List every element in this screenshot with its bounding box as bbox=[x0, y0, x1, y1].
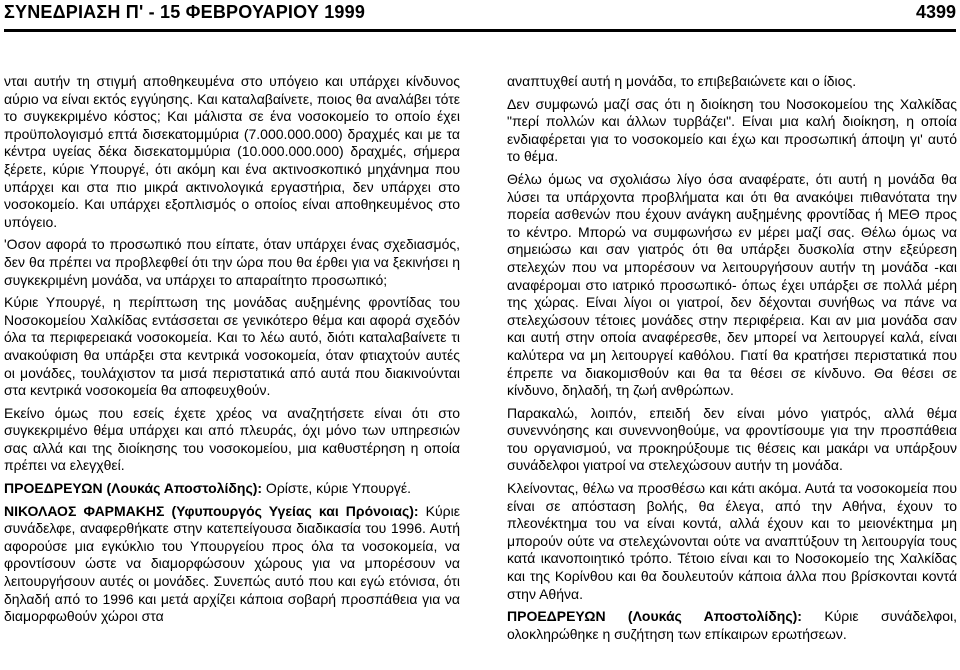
speaker-name: ΝΙΚΟΛΑΟΣ ΦΑΡΜΑΚΗΣ (Υφυπουργός Υγείας και Πρόνοιας): bbox=[4, 502, 419, 519]
page-number: 4399 bbox=[915, 2, 956, 22]
speaker-name: ΠΡΟΕΔΡΕΥΩΝ (Λουκάς Αποστολίδης): bbox=[507, 608, 802, 625]
paragraph: Κύριε Υπουργέ, η περίπτωση της μονάδας αυξημένης φροντίδας του Νοσοκομείου Χαλκίδας εντάσσεται σε γενικότερο θέμα και αφορά σχεδόν όλα τα περιφερειακά νοσοκομεία. Και το λέω αυτό, διότι καταλαβαίνετε τι ανακούφιση θα υπάρξει στα κεντρικά νοσοκομεία, όταν φτιαχτούν αυτές οι μονάδες, τουλάχιστον τα μισά περιστατικά από αυτά που διακινούνται στα κεντρικά νοσοκομεία θα αποφευχθούν. bbox=[4, 294, 460, 399]
paragraph: 'Οσον αφορά το προσωπικό που είπατε, όταν υπάρχει ένας σχεδιασμός, δεν θα πρέπει να προβλεφθεί ότι την ώρα που θα έρθει για να ξεκινήσει η συγκεκριμένη μονάδα, να υπάρχει το απαραίτητο προσωπικό; bbox=[4, 236, 460, 288]
speech-text: Ορίστε, κύριε Υπουργέ. bbox=[262, 480, 412, 497]
speaker-name: ΠΡΟΕΔΡΕΥΩΝ (Λουκάς Αποστολίδης): bbox=[4, 480, 263, 497]
right-column bbox=[507, 73, 957, 648]
paragraph: αναπτυχθεί αυτή η μονάδα, το επιβεβαιώνετε και ο ίδιος. bbox=[507, 73, 857, 89]
speech-text: Κύριε συνάδελφε, αναφερθήκατε στην κατεπείγουσα διαδικασία του 1996. Αυτή αφορούσε μια εγκύκλιο του Υπουργείου προς όλα τα νοσοκομεία, να φροντίσουν ώστε να διαμορφώσουν χώρους για να μπορέσουν να λειτουργήσουν αυτές οι μονάδες. Συνεπώς αυτό που και εγώ ετόνισα, ότι δηλαδή από το 1996 και μετά αρχίζει κάποια σοβαρή προσπάθεια για να διαμορφωθούν χώροι στα bbox=[4, 502, 460, 625]
header-divider bbox=[4, 29, 956, 32]
speaker-paragraph bbox=[4, 503, 460, 626]
speech-text: Κύριε συνάδελφοι, ολοκληρώθηκε η συζήτηση των επίκαιρων ερωτήσεων. bbox=[507, 608, 958, 642]
paragraph: Δεν συμφωνώ μαζί σας ότι η διοίκηση του Νοσοκομείου της Χαλκίδας "περί πολλών και άλλων τυρβάζει". Είναι μια καλή διοίκηση, η οποία ενδιαφέρεται για το νοσοκομείο και έχω και προσωπική άποψη γι' αυτό το θέμα. bbox=[507, 95, 957, 165]
paragraph: Θέλω όμως να σχολιάσω λίγο όσα αναφέρατε, ότι αυτή η μονάδα θα λύσει τα υπάρχοντα προβλήματα και ότι θα ανακόψει πιθανότατα την πορεία ασθενών που έχουν ανάγκη αυξημένης φροντίδας ή ΜΕΘ προς το κέντρο. Μπορώ να συμφωνήσω εν μέρει μαζί σας. Θέλω όμως να σημειώσω και σαν γιατρός ότι θα υπάρξει δυσκολία στην εξεύρεση στελεχών που να μπορέσουν να λειτουργήσουν αυτήν τη μονάδα -και αναφέρομαι στο ιατρικό προσωπικό- όπως έχει υπάρξει σε πολλά μέρη της χώρας. Είναι λίγοι οι γιατροί, δεν δέχονται συνήθως να πάνε να στελεχώσουν τέτοιες μονάδες στην περιφέρεια. Και αν μια μονάδα σαν και αυτή στην οποία αναφέρεσθε, δεν μπορεί να λειτουργεί καλά, είναι καλύτερα να μη λειτουργεί καθόλου. Γιατί θα κρατήσει περιστατικά που έπρεπε να διακομισθούν και θα τα θέσει σε κίνδυνο. Θα θέσει σε κίνδυνο, δηλαδή, τη ζωή ανθρώπων. bbox=[507, 170, 957, 399]
paragraph: νται αυτήν τη στιγμή αποθηκευμένα στο υπόγειο και υπάρχει κίνδυνος αύριο να είναι εκτός εγγύησης. Και καταλαβαίνετε, ποιος θα αναλάβει τότε το συγκεκριμένο κόστος; Και μάλιστα σε ένα νοσοκομείο το οποίο έχει προϋπολογισμό επτά δισεκατομμύρια (7.000.000.000) δραχμές και με τα κέντρα υγείας δέκα δισεκατομμύρια (10.000.000.000) δραχμές, σήμερα ξέρετε, κύριε Υπουργέ, ότι ακόμη και ένα ακτινοσκοπικό μηχάνημα που υπάρχει και στα πιο μικρά ακτινολογικά εργαστήρια, δεν υπάρχει στο νοσοκομείο. Και υπάρχει εξοπλισμός ο οποίος είναι αποθηκευμένος στο υπόγειο. bbox=[4, 73, 460, 230]
left-column bbox=[4, 73, 460, 631]
speaker-paragraph bbox=[4, 480, 460, 498]
session-title: ΣΥΝΕΔΡΙΑΣΗ Π' - 15 ΦΕΒΡΟΥΑΡΙΟΥ 1999 bbox=[4, 2, 366, 22]
paragraph: Παρακαλώ, λοιπόν, επειδή δεν είναι μόνο γιατρός, αλλά θέμα συνεννόησης και συνεννοηθούμε, να φροντίσουμε για την προσπάθεια του οργανισμού, να προκηρύξουμε τις θέσεις και μακάρι να υπάρξουν συνάδελφοι γιατροί να στελεχώσουν αυτήν τη μονάδα. bbox=[507, 404, 957, 474]
paragraph: Εκείνο όμως που εσείς έχετε χρέος να αναζητήσετε είναι ότι στο συγκεκριμένο θέμα υπάρχει και από πλευράς, όχι μόνο των υπηρεσιών σας αλλά και της διοίκησης του νοσοκομείου, μια καθυστέρηση η οποία πρέπει να ελεγχθεί. bbox=[4, 404, 460, 474]
speaker-paragraph bbox=[507, 608, 957, 643]
page-header bbox=[4, 2, 956, 30]
paragraph: Κλείνοντας, θέλω να προσθέσω και κάτι ακόμα. Αυτά τα νοσοκομεία που είναι σε απόσταση βολής, θα έλεγα, από την Αθήνα, έχουν το πλεονέκτημα του να είναι κοντά, αλλά έχουν και το μειονέκτημα μη μπορούν ούτε να στελεχώνονται ούτε να αναπτύξουν τη λειτουργία τους κατά ικανοποιητικό τρόπο. Τέτοιο είναι και το Νοσοκομείο της Χαλκίδας και της Κορίνθου και θα δουλευτούν κάποια άλλα που βρίσκονται κοντά στην Αθήνα. bbox=[507, 480, 957, 602]
